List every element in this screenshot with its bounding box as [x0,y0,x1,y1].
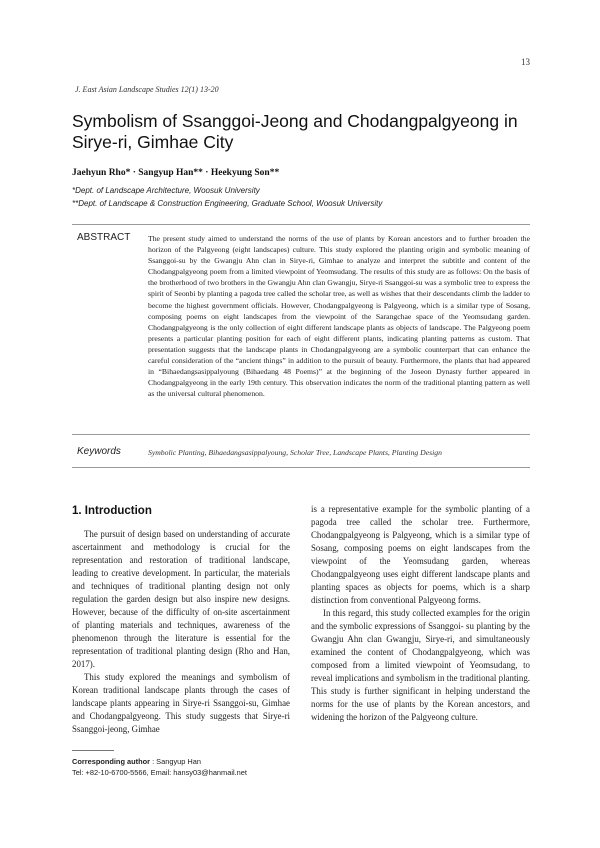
corresponding-author-label: Corresponding author [72,757,151,766]
body-paragraph-continued: is a representative example for the symbolic planting of a pagoda tree called the scholar tree. Furthermore, Chodangpalgyeong is Palgyeong, which is a similar type of Sosang, composing poems on eight landscapes from the viewpoint of the Yeomsudang garden, whereas Chodangpalgyeong uses eight different landscape plants and planting spaces as objects for poems, which is a sharp distinction from conventional Palgyeong forms. [311,504,530,605]
body-column-right [311,503,530,724]
body-paragraph: The pursuit of design based on understanding of accurate ascertainment and methodology is crucial for the representation and restoration of traditional landscape, leading to creative development. In particular, the materials and techniques of traditional planting design not only regulation the garden design but also inspire new designs. However, because of the difficulty of on-site ascertainment of planting materials and techniques, awareness of the phenomenon through the literature is essential for the representation of traditional planting design (Rho and Han, 2017). [72,529,290,669]
paper-title: Symbolism of Ssanggoi-Jeong and Chodangpalgyeong in Sirye-ri, Gimhae City [72,111,518,152]
abstract-top-rule [72,224,530,225]
body-column-left [72,528,290,736]
journal-citation: J. East Asian Landscape Studies 12(1) 13-20 [75,85,219,94]
affiliation-1: *Dept. of Landscape Architecture, Woosuk University [72,186,260,195]
corresponding-author-line [72,757,201,766]
section-heading-introduction: 1. Introduction [72,505,152,517]
corresponding-author-contact: Tel: +82-10-6700-5566, Email: hansy03@hanmail.net [72,768,247,777]
keywords-text: Symbolic Planting, Bihaedangsasippalyoung, Scholar Tree, Landscape Plants, Planting Design [148,448,442,457]
keywords-label: Keywords [77,446,121,457]
footnote-rule [72,750,114,751]
affiliation-2: **Dept. of Landscape & Construction Engineering, Graduate School, Woosuk University [72,199,383,208]
keywords-top-rule [72,434,530,435]
keywords-bottom-rule [72,467,530,468]
abstract-label: ABSTRACT [77,232,131,243]
body-paragraph: This study explored the meanings and symbolism of Korean traditional landscape plants through the cases of landscape plants appearing in Sirye-ri Ssanggoi-su, Gimhae and Chodangpalgyeong. This study suggests that Sirye-ri Ssanggoi-jeong, Gimhae [72,672,290,734]
corresponding-author-name: : Sangyup Han [152,757,201,766]
abstract-text: The present study aimed to understand the norms of the use of plants by Korean ancestors and to further broaden the horizon of the Palgyeong (eight landscapes) culture. This study explored the planting origin and symbolic meaning of Ssanggoi-su by the Gwangju Ahn clan in Sirye-ri, Gimhae to analyze and interpret the subtitle and content of the Chodangpalgyeong poem from a limited viewpoint of Yeomsudang. The results of this study are as follows: On the basis of the brotherhood of two brothers in the Gwangju Ahn clan Gwangju, Sirye-ri Ssanggoi-su was a symbolic tree to express the spirit of Seonbi by planting a pagoda tree called the scholar tree, as well as wishes that their descendants climb the ladder to become the highest government officials. However, Chodangpalgyeong is Palgyeong, which is a similar type of Sosang, composing poems on eight landscapes from the viewpoint of the Sarangchae space of the Yeomsudang garden. Chodangpalgyeong is the only collection of eight different landscape plants as objects of landscape. The Palgyeong poem presents a particular planting position for each of eight different plants, indicating planting patterns as custom. That presentation suggests that the landscape plants in Chodangpalgyeong are a symbolic counterpart that can enhance the careful consideration of the “ancient things” in addition to the pursuit of beauty. Furthermore, the plants that had appeared in “Bihaedangsasippalyoung (Bihaedang 48 Poems)” at the beginning of the Joseon Dynasty further appeared in Chodangpalgyeong in the early 19th century. This observation indicates the norm of the traditional planting pattern as well as the universal cultural phenomenon. [148,234,530,399]
page-number: 13 [521,57,530,67]
author-list: Jaehyun Rho* · Sangyup Han** · Heekyung Son** [72,168,280,178]
body-paragraph: In this regard, this study collected examples for the origin and the symbolic expressions of Ssanggoi- su planting by the Gwangju Ahn clan Gwangju, Sirye-ri, and simultaneously examined the content of Chodangpalgyeong, which was composed from a limited viewpoint of Yeomsudang, to reveal implications and symbolism in the traditional planting. This study is further significant in helping understand the norms for the use of plants by the Korean ancestors, and widening the horizon of the Palgyeong culture. [311,608,530,722]
